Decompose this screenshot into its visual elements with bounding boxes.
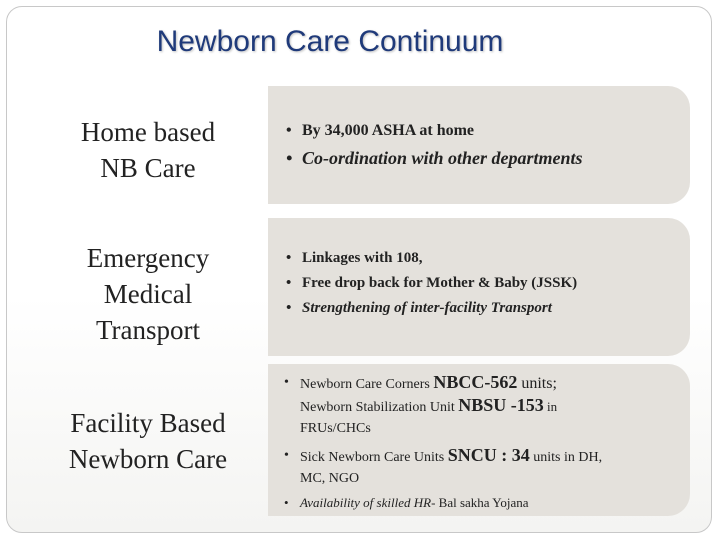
bullet-item xyxy=(284,144,676,172)
bullet-text: Strengthening of inter-facility Transport xyxy=(302,300,552,316)
bullet-text: in xyxy=(543,399,558,414)
panel-emergency-transport xyxy=(268,218,690,356)
bullet-item xyxy=(282,372,680,439)
label-line: NB Care xyxy=(100,153,196,183)
panel-facility-based xyxy=(268,364,690,516)
bullet-text: units in DH, xyxy=(529,450,603,465)
bullet-text: Newborn Care Corners xyxy=(300,377,434,392)
bullet-text: Sick Newborn Care Units xyxy=(300,450,448,465)
row-label-home-based xyxy=(36,114,260,186)
sncu-count: SNCU : 34 xyxy=(447,445,530,465)
bullet-text: Availability of skilled HR xyxy=(300,495,432,510)
bullet-text: - Bal sakha Yojana xyxy=(431,495,529,510)
label-line: Facility Based xyxy=(70,408,226,438)
bullet-item xyxy=(284,296,680,321)
bullet-text: Linkages with 108, xyxy=(302,250,423,266)
slide-title: Newborn Care Continuum xyxy=(156,25,504,58)
bullet-text: Co-ordination with other departments xyxy=(302,148,583,168)
bullet-text: FRUs/CHCs xyxy=(300,421,371,436)
nbsu-count: NBSU -153 xyxy=(458,395,544,415)
nbcc-count: NBCC-562 xyxy=(433,372,518,392)
bullet-item xyxy=(282,445,680,489)
label-line: Transport xyxy=(95,315,201,345)
bullet-item xyxy=(284,118,676,144)
label-line: Medical xyxy=(103,279,193,309)
label-line: Home based xyxy=(80,117,216,147)
label-line: Newborn Care xyxy=(68,444,228,474)
bullet-item xyxy=(282,493,680,513)
panel-home-based xyxy=(268,86,690,204)
bullet-text: By 34,000 ASHA at home xyxy=(302,122,475,139)
bullet-item xyxy=(284,271,680,296)
row-label-facility-based xyxy=(36,405,260,477)
label-line: Emergency xyxy=(86,243,210,273)
bullet-text: units; xyxy=(517,375,557,392)
bullet-text: MC, NGO xyxy=(300,471,360,486)
bullet-text: Newborn Stabilization Unit xyxy=(300,400,459,415)
bullet-text: Free drop back for Mother & Baby (JSSK) xyxy=(302,275,578,291)
bullet-item xyxy=(284,246,680,271)
row-label-emergency-transport xyxy=(36,240,260,348)
